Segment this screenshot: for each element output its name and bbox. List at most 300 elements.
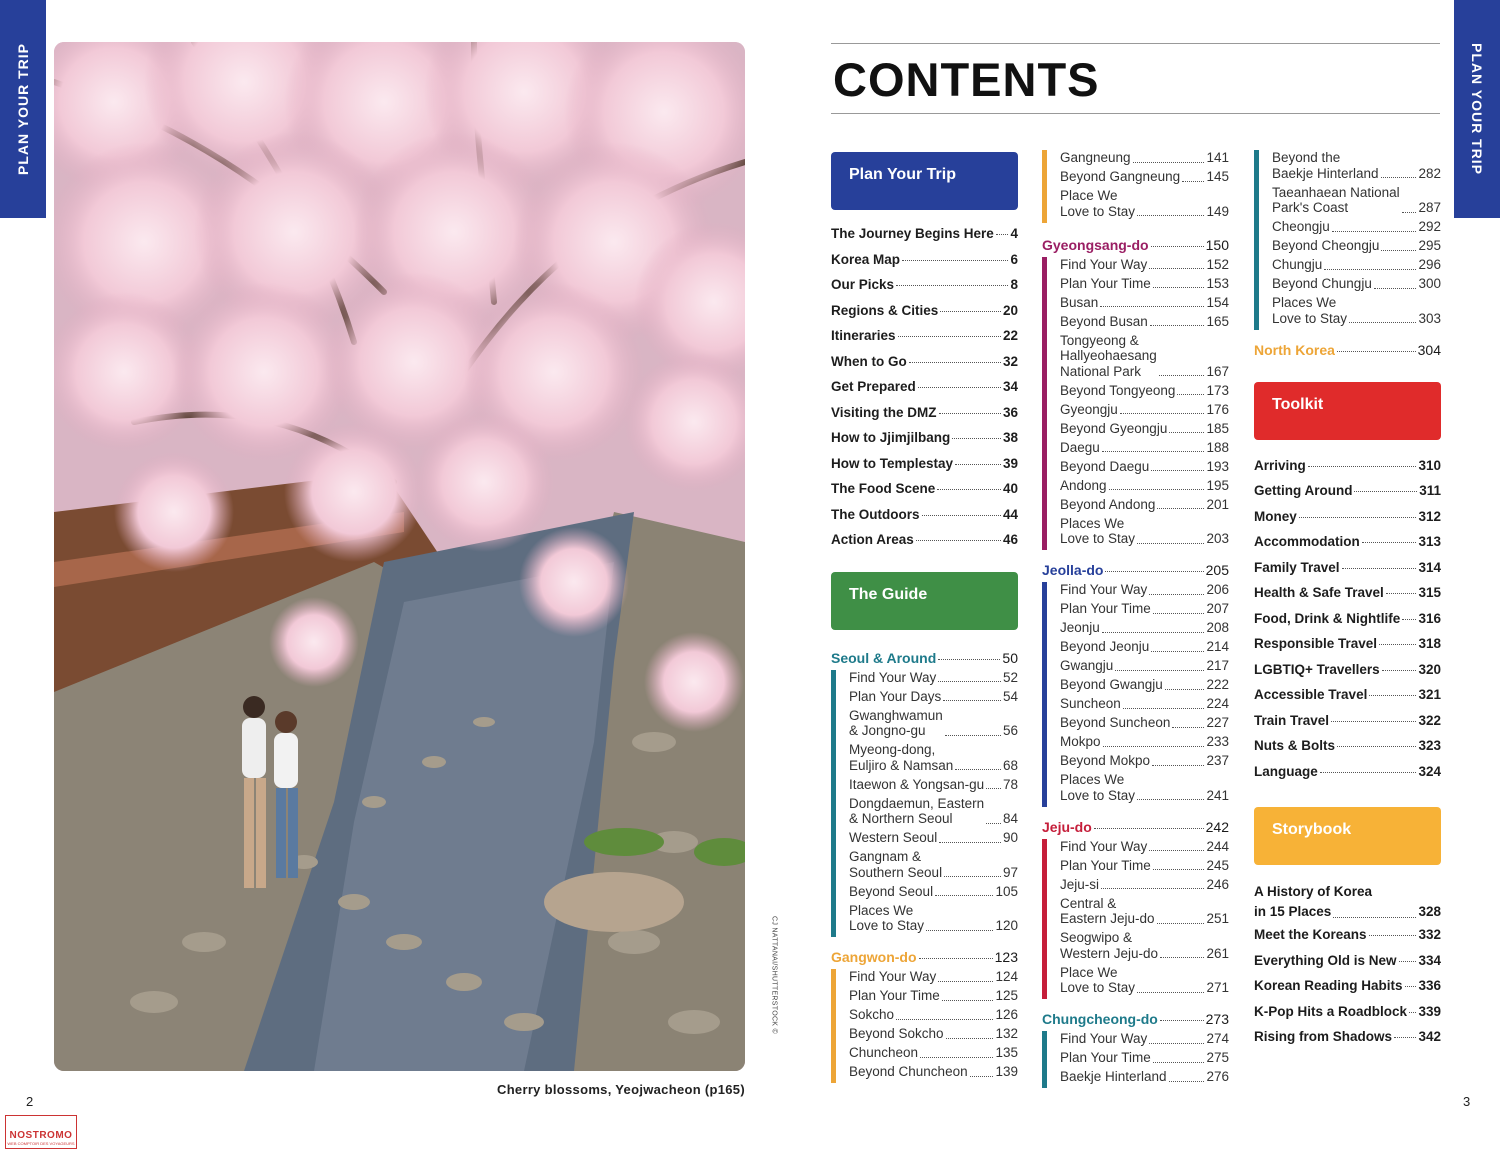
entry-title: Health & Safe Travel <box>1254 585 1384 600</box>
side-tab-label: PLAN YOUR TRIP <box>15 43 31 175</box>
main-entry <box>831 354 1018 380</box>
entry-title-line <box>1254 881 1441 901</box>
entry-title: Beyond Gyeongju <box>1060 420 1168 436</box>
entry-title: Plan Your Time <box>1060 1050 1151 1065</box>
sub-entry <box>1060 772 1229 807</box>
entry-title: Seogwipo & Western Jeju-do <box>1060 930 1159 961</box>
section-entries <box>831 969 1018 1083</box>
sub-entry <box>1060 383 1229 402</box>
section-page: 242 <box>1205 818 1229 835</box>
entry-page: 318 <box>1418 636 1441 651</box>
entry-title: Beyond Suncheon <box>1060 715 1171 730</box>
leader-dots <box>1137 543 1204 544</box>
main-entry <box>1254 636 1441 662</box>
leader-dots <box>1157 508 1204 509</box>
entry-title: Beyond Busan <box>1060 313 1148 329</box>
entry-page: 188 <box>1206 439 1229 455</box>
main-entry <box>1254 978 1441 1004</box>
sub-entry <box>849 969 1018 988</box>
section-page: 304 <box>1417 341 1441 358</box>
leader-dots <box>1333 917 1416 918</box>
leader-dots <box>1102 632 1205 633</box>
entry-title: Beyond Tongyeong <box>1060 382 1176 398</box>
cherry-blossom-photo <box>54 42 745 1071</box>
leader-dots <box>1337 746 1416 747</box>
leader-dots <box>1100 306 1204 307</box>
section-heading <box>831 949 1018 969</box>
entry-title: Western Seoul <box>849 830 938 845</box>
leader-dots <box>1153 1062 1205 1063</box>
sub-entry <box>1060 658 1229 677</box>
leader-dots <box>1402 619 1416 620</box>
entry-title: Mokpo <box>1060 734 1101 749</box>
entry-page: 321 <box>1418 687 1441 702</box>
sub-entry <box>849 849 1018 884</box>
entry-page: 120 <box>995 918 1018 933</box>
section-title: Gyeongsang-do <box>1042 236 1149 253</box>
entry-page: 237 <box>1206 753 1229 768</box>
leader-dots <box>1137 215 1204 216</box>
section-heading <box>831 650 1018 670</box>
leader-dots <box>1349 322 1416 323</box>
sub-entry <box>849 1064 1018 1083</box>
leader-dots <box>1337 351 1416 352</box>
storybook-first-entry <box>1254 881 1441 921</box>
entry-title: How to Templestay <box>831 455 954 471</box>
leader-dots <box>939 842 1001 843</box>
entry-title: Gwangju <box>1060 658 1114 673</box>
entry-page: 324 <box>1418 763 1441 779</box>
leader-dots <box>1103 746 1205 747</box>
leader-dots <box>1153 869 1205 870</box>
section-entries <box>1254 150 1441 330</box>
leader-dots <box>1308 466 1417 467</box>
entry-title: Andong <box>1060 477 1107 493</box>
entry-title: A History of Korea <box>1254 884 1373 899</box>
main-entry <box>1254 764 1441 790</box>
entry-page: 214 <box>1206 639 1229 654</box>
entry-page: 201 <box>1206 496 1229 512</box>
sub-entry <box>849 742 1018 777</box>
sub-entry <box>1060 1031 1229 1050</box>
entry-page: 241 <box>1206 787 1229 803</box>
leader-dots <box>1109 489 1205 490</box>
entry-title: Find Your Way <box>849 669 937 685</box>
leader-dots <box>1150 325 1205 326</box>
section-gangwon <box>831 949 1018 1083</box>
entry-page: 244 <box>1206 838 1229 854</box>
sub-entry <box>849 777 1018 796</box>
sub-entry <box>849 689 1018 708</box>
sub-entry <box>1060 877 1229 896</box>
sub-entry <box>1060 601 1229 620</box>
sub-entry <box>1060 150 1229 169</box>
section-gyeongsang <box>1042 237 1229 551</box>
entry-page: 274 <box>1206 1031 1229 1046</box>
entry-page: 173 <box>1206 382 1229 398</box>
sub-entry <box>1060 478 1229 497</box>
section-page: 205 <box>1205 562 1229 578</box>
entry-page: 38 <box>1002 430 1018 445</box>
leader-dots <box>942 1000 994 1001</box>
sub-entry <box>1060 276 1229 295</box>
leader-dots <box>1402 212 1417 213</box>
main-entry <box>831 481 1018 507</box>
section-north-korea <box>1254 342 1441 362</box>
entry-page: 276 <box>1206 1069 1229 1084</box>
entry-page: 245 <box>1206 857 1229 873</box>
entry-page: 135 <box>995 1045 1018 1060</box>
section-entries <box>1042 839 1229 1000</box>
entry-page: 141 <box>1206 150 1229 165</box>
entry-page: 300 <box>1418 276 1441 291</box>
entry-title: in 15 Places <box>1254 904 1332 919</box>
entry-page: 125 <box>995 988 1018 1003</box>
leader-dots <box>1152 765 1204 766</box>
leader-dots <box>1369 695 1416 696</box>
entry-title: Central & Eastern Jeju-do <box>1060 895 1155 926</box>
top-rule <box>831 43 1440 44</box>
entry-page: 154 <box>1206 294 1229 310</box>
entry-page: 8 <box>1010 277 1018 292</box>
entry-page: 320 <box>1418 661 1441 677</box>
page-title: CONTENTS <box>833 53 1100 106</box>
entry-title: Places We Love to Stay <box>1060 772 1136 803</box>
main-entry <box>1254 534 1441 560</box>
side-tab-label: PLAN YOUR TRIP <box>1469 43 1485 175</box>
entry-title: Chungju <box>1272 257 1323 272</box>
entry-page: 68 <box>1002 757 1018 773</box>
entry-page: 311 <box>1419 483 1441 498</box>
entry-page: 97 <box>1002 864 1018 880</box>
section-chungcheong-continued <box>1254 150 1441 330</box>
leader-dots <box>1159 375 1205 376</box>
main-entry <box>1254 585 1441 611</box>
leader-dots <box>1405 986 1417 987</box>
entry-page: 176 <box>1206 401 1229 417</box>
entry-page: 22 <box>1002 328 1018 343</box>
leader-dots <box>896 285 1008 286</box>
leader-dots <box>986 788 1001 789</box>
leader-dots <box>1105 571 1203 572</box>
main-entry <box>831 456 1018 482</box>
leader-dots <box>1169 1081 1205 1082</box>
entry-title: Arriving <box>1254 457 1306 473</box>
entry-title: Train Travel <box>1254 712 1330 728</box>
sub-entry <box>849 988 1018 1007</box>
entry-title: Busan <box>1060 294 1099 310</box>
leader-dots <box>1381 250 1416 251</box>
entry-page: 287 <box>1418 200 1441 215</box>
section-page: 123 <box>994 949 1018 965</box>
sub-entry <box>1060 965 1229 1000</box>
section-heading <box>1254 342 1441 362</box>
main-entry <box>1254 560 1441 586</box>
entry-title: Beyond the Baekje Hinterland <box>1272 150 1379 181</box>
sub-entry <box>1060 896 1229 931</box>
entry-title: Myeong-dong, Euljiro & Namsan <box>849 742 954 773</box>
leader-dots <box>1151 246 1204 247</box>
sub-entry <box>1060 440 1229 459</box>
main-entry <box>1254 611 1441 637</box>
entry-page: 52 <box>1002 669 1018 685</box>
main-entry <box>831 405 1018 431</box>
section-gangwon-continued <box>1042 150 1229 223</box>
entry-page: 275 <box>1206 1050 1229 1065</box>
section-heading <box>1042 819 1229 839</box>
sub-entry <box>1060 257 1229 276</box>
leader-dots <box>1381 177 1417 178</box>
main-entry <box>831 303 1018 329</box>
entry-page: 39 <box>1002 455 1018 471</box>
entry-page: 32 <box>1002 353 1018 369</box>
leader-dots <box>920 1057 993 1058</box>
entry-title: Money <box>1254 508 1297 524</box>
leader-dots <box>1153 613 1205 614</box>
leader-dots <box>939 413 1001 414</box>
leader-dots <box>902 260 1008 261</box>
entry-title: Dongdaemun, Eastern & Northern Seoul <box>849 795 985 826</box>
leader-dots <box>1382 670 1417 671</box>
entry-title: Action Areas <box>831 532 914 547</box>
entry-page: 203 <box>1206 531 1229 546</box>
nostromo-logo: NOSTROMO WEB COMPTOIR DES VOYAGEURS <box>5 1115 77 1149</box>
entry-page: 132 <box>995 1026 1018 1041</box>
leader-dots <box>1151 470 1204 471</box>
entry-title: Food, Drink & Nightlife <box>1254 610 1401 626</box>
main-entry <box>1254 483 1441 509</box>
sub-entry <box>849 1007 1018 1026</box>
entry-title: Plan Your Time <box>849 988 940 1003</box>
entry-title: Find Your Way <box>1060 256 1148 272</box>
entry-title: Family Travel <box>1254 559 1340 575</box>
entry-title: Beyond Jeonju <box>1060 639 1150 654</box>
sub-entry <box>1060 715 1229 734</box>
leader-dots <box>1369 935 1417 936</box>
plan-your-trip-list <box>831 226 1018 558</box>
sub-entry <box>1060 421 1229 440</box>
sub-entry <box>1060 516 1229 551</box>
sub-entry <box>1060 677 1229 696</box>
section-title: Jeju-do <box>1042 818 1092 835</box>
leader-dots <box>1320 772 1417 773</box>
section-title: Jeolla-do <box>1042 562 1104 578</box>
section-heading <box>1042 237 1229 257</box>
sub-entry <box>1060 582 1229 601</box>
entry-title: Language <box>1254 763 1318 779</box>
main-entry <box>1254 927 1441 953</box>
entry-page: 336 <box>1418 978 1441 993</box>
entry-page: 246 <box>1206 876 1229 892</box>
leader-dots <box>946 1038 994 1039</box>
leader-dots <box>1399 961 1417 962</box>
main-entry <box>1254 953 1441 979</box>
leader-dots <box>940 311 1001 312</box>
entry-title: Gangnam & Southern Seoul <box>849 849 943 880</box>
entry-title: The Journey Begins Here <box>831 226 994 241</box>
section-entries <box>1042 582 1229 807</box>
entry-title: Beyond Gangneung <box>1060 169 1181 184</box>
entry-page: 312 <box>1418 508 1441 524</box>
entry-page: 40 <box>1002 481 1018 496</box>
entry-title: Beyond Seoul <box>849 883 934 899</box>
leader-dots <box>919 958 993 959</box>
entry-page: 314 <box>1418 559 1441 575</box>
sub-entry <box>1272 150 1441 185</box>
entry-page: 46 <box>1002 532 1018 547</box>
leader-dots <box>922 515 1001 516</box>
leader-dots <box>1386 593 1417 594</box>
entry-title: Accommodation <box>1254 534 1360 549</box>
entry-page: 206 <box>1206 582 1229 597</box>
sub-entry <box>1060 930 1229 965</box>
photo-illustration <box>54 42 745 1071</box>
entry-title: Plan Your Days <box>849 688 942 704</box>
entry-title: Baekje Hinterland <box>1060 1069 1167 1084</box>
leader-dots <box>1362 542 1417 543</box>
leader-dots <box>1374 288 1417 289</box>
section-page: 50 <box>1002 649 1018 666</box>
entry-page: 303 <box>1418 310 1441 326</box>
main-entry <box>1254 662 1441 688</box>
sub-entry <box>849 830 1018 849</box>
entry-title: Chuncheon <box>849 1045 919 1060</box>
leader-dots <box>1299 517 1417 518</box>
entry-title: Places We Love to Stay <box>849 902 925 933</box>
section-entries <box>1042 257 1229 551</box>
storybook-list <box>1254 881 1441 1055</box>
sub-entry <box>1060 753 1229 772</box>
entry-page: 339 <box>1418 1003 1441 1019</box>
leader-dots <box>1149 850 1204 851</box>
entry-page: 208 <box>1206 620 1229 635</box>
entry-page: 222 <box>1206 677 1229 692</box>
section-jeolla <box>1042 562 1229 807</box>
entry-page: 315 <box>1418 585 1441 600</box>
plan-your-trip-banner: Plan Your Trip <box>831 152 1018 210</box>
entry-page: 332 <box>1418 927 1441 942</box>
sub-entry <box>1060 1050 1229 1069</box>
entry-page: 233 <box>1206 734 1229 749</box>
title-rule <box>831 113 1440 114</box>
entry-title: Places We Love to Stay <box>1272 295 1348 326</box>
entry-page: 149 <box>1206 203 1229 219</box>
leader-dots <box>1137 992 1204 993</box>
side-tab-left <box>0 0 46 218</box>
entry-title: Places We Love to Stay <box>1060 515 1136 546</box>
entry-title: Daegu <box>1060 439 1100 455</box>
contents-column-2 <box>1042 150 1229 1100</box>
entry-page: 334 <box>1418 952 1441 968</box>
entry-page: 292 <box>1418 219 1441 234</box>
leader-dots <box>918 387 1001 388</box>
contents-column-1 <box>831 152 1018 1095</box>
entry-page: 54 <box>1002 688 1018 704</box>
sub-entry <box>1060 639 1229 658</box>
leader-dots <box>1165 689 1205 690</box>
entry-title: Nuts & Bolts <box>1254 738 1335 753</box>
entry-page: 195 <box>1206 477 1229 493</box>
entry-page: 227 <box>1206 715 1229 730</box>
section-jeju <box>1042 819 1229 1000</box>
entry-page: 84 <box>1002 811 1018 826</box>
entry-title: Place We Love to Stay <box>1060 188 1136 219</box>
leader-dots <box>1153 287 1205 288</box>
leader-dots <box>938 981 993 982</box>
side-tab-right <box>1454 0 1500 218</box>
section-title: North Korea <box>1254 341 1335 358</box>
leader-dots <box>955 464 1001 465</box>
leader-dots <box>926 930 993 931</box>
leader-dots <box>1379 644 1416 645</box>
leader-dots <box>1169 432 1204 433</box>
entry-page: 145 <box>1206 169 1229 184</box>
entry-page: 4 <box>1010 226 1018 241</box>
entry-title: Korean Reading Habits <box>1254 978 1403 993</box>
entry-title: Beyond Gwangju <box>1060 677 1163 692</box>
leader-dots <box>896 1019 993 1020</box>
leader-dots <box>945 735 1001 736</box>
entry-page: 90 <box>1002 830 1018 845</box>
leader-dots <box>1160 1020 1204 1021</box>
page-number-right: 3 <box>1463 1094 1471 1109</box>
entry-title: Plan Your Time <box>1060 275 1151 291</box>
entry-page: 56 <box>1002 723 1018 738</box>
entry-page: 167 <box>1206 363 1229 379</box>
entry-page: 126 <box>995 1007 1018 1022</box>
main-entry <box>831 252 1018 278</box>
main-entry <box>1254 687 1441 713</box>
toolkit-list <box>1254 458 1441 790</box>
leader-dots <box>1133 162 1205 163</box>
entry-title: Plan Your Time <box>1060 601 1151 616</box>
entry-page: 207 <box>1206 601 1229 616</box>
section-heading <box>1042 562 1229 582</box>
main-entry <box>1254 1004 1441 1030</box>
entry-page: 152 <box>1206 256 1229 272</box>
entry-title: Place We Love to Stay <box>1060 964 1136 995</box>
leader-dots <box>1123 708 1205 709</box>
leader-dots <box>1324 269 1416 270</box>
entry-page: 328 <box>1418 904 1441 919</box>
entry-title: Our Picks <box>831 277 895 292</box>
entry-page: 316 <box>1418 610 1441 626</box>
entry-page: 261 <box>1206 945 1229 961</box>
entry-page: 124 <box>995 969 1018 984</box>
section-entries <box>831 670 1018 938</box>
sub-entry <box>1272 276 1441 295</box>
entry-page: 271 <box>1206 980 1229 995</box>
entry-title: Find Your Way <box>849 969 937 984</box>
entry-title: Find Your Way <box>1060 838 1148 854</box>
sub-entry <box>1060 497 1229 516</box>
entry-page: 342 <box>1418 1029 1441 1044</box>
leader-dots <box>1149 594 1204 595</box>
entry-page: 153 <box>1206 275 1229 291</box>
leader-dots <box>1149 1043 1204 1044</box>
entry-page: 78 <box>1002 776 1018 792</box>
photo-credit: CJ NATTANAI/SHUTTERSTOCK © <box>770 916 778 1034</box>
leader-dots <box>986 823 1001 824</box>
leader-dots <box>1157 923 1205 924</box>
leader-dots <box>952 438 1001 439</box>
sub-entry <box>1060 188 1229 223</box>
entry-title: Meet the Koreans <box>1254 927 1367 942</box>
leader-dots <box>944 876 1001 877</box>
sub-entry <box>849 884 1018 903</box>
entry-title: Itaewon & Yongsan-gu <box>849 776 985 792</box>
sub-entry <box>1060 169 1229 188</box>
